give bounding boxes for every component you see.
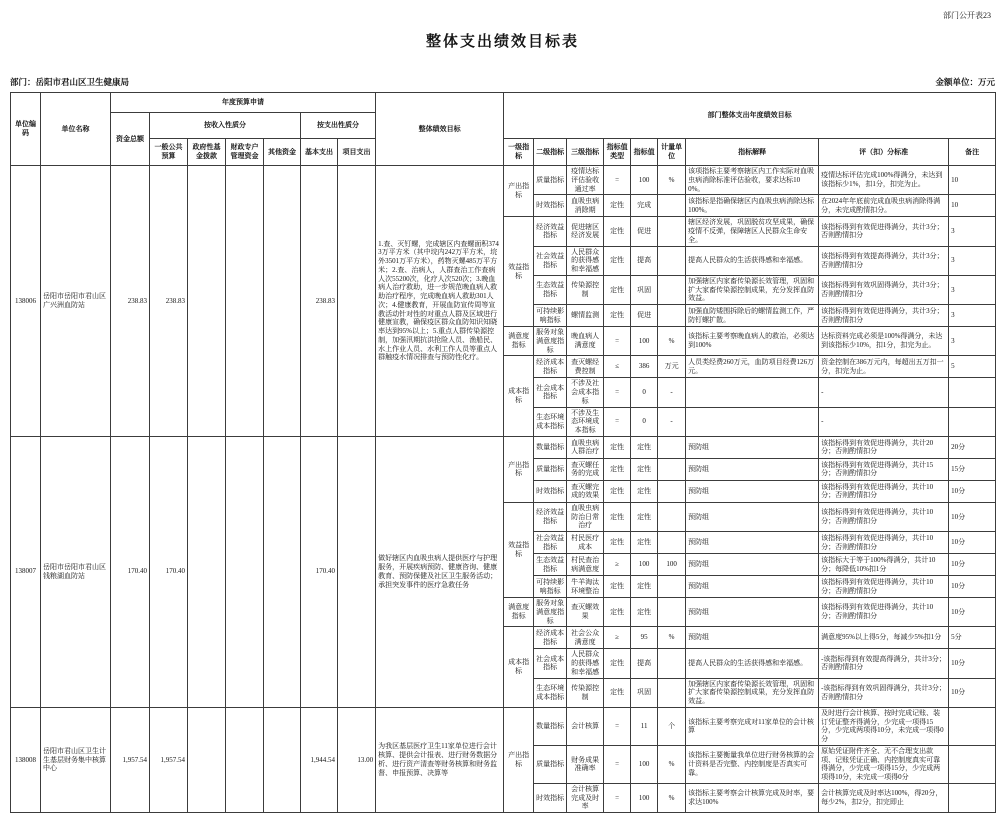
cell-value-type: 定性 [604,598,631,627]
cell-l3-indicator: 会计核算完成及时率 [567,783,604,812]
cell-score-standard: 达标资料完成必须是100%得满分，未达到该指标少10%，扣1分，扣完为止。 [819,327,949,356]
cell-measure-unit [658,305,686,327]
col-header-unit-code: 单位编码 [11,93,41,166]
performance-target-table [10,92,996,813]
cell-measure-unit: 万元 [658,356,686,378]
cell-indicator-value: 0 [631,378,658,407]
cell-indicator-value: 巩固 [631,678,658,707]
cell-indicator-explain [686,407,819,436]
cell-score-standard: 该指标大于等于100%得满分，共计10分；每降低10%扣1分 [819,554,949,576]
cell-indicator-value: 促进 [631,305,658,327]
col-header-unit-name: 单位名称 [41,93,111,166]
cell-indicator-value: 促进 [631,217,658,246]
cell-value-type: = [604,166,631,195]
col-header-overall-goal: 整体绩效目标 [376,93,504,166]
cell-measure-unit: 100 [658,554,686,576]
cell-value-type: = [604,745,631,783]
cell-l2-indicator: 数量指标 [534,436,567,458]
cell-indicator-explain: 预防组 [686,458,819,480]
cell-public-budget: 238.83 [150,166,188,437]
cell-l2-indicator: 质量指标 [534,458,567,480]
cell-measure-unit: - [658,407,686,436]
cell-value-type: = [604,783,631,812]
cell-note: 10 [949,195,996,217]
cell-measure-unit: 个 [658,707,686,745]
table-row [11,707,996,745]
cell-value-type: 定性 [604,532,631,554]
cell-indicator-value: 100 [631,327,658,356]
cell-l3-indicator: 不涉及生态环境成本指标 [567,407,604,436]
table-row [11,166,996,195]
table-row [11,436,996,458]
cell-note: 10分 [949,598,996,627]
col-header-explain: 指标解释 [686,139,819,166]
cell-value-type: 定性 [604,436,631,458]
doc-number-label: 部门公开表23 [943,11,991,20]
cell-indicator-explain: 预防组 [686,576,819,598]
cell-score-standard: 该指标得到有效巩固得满分，共计3分；否则酌情扣分 [819,275,949,304]
cell-indicator-value: 100 [631,783,658,812]
cell-note: 20分 [949,436,996,458]
cell-unit-name: 岳阳市君山区卫生计生基层财务集中核算中心 [41,707,111,812]
cell-l2-indicator: 质量指标 [534,166,567,195]
cell-note: 3 [949,327,996,356]
cell-measure-unit [658,480,686,502]
cell-l3-indicator: 传染源控制 [567,275,604,304]
cell-l1-indicator: 成本指标 [504,356,534,437]
cell-indicator-explain: 提高人民群众的生活获得感和幸福感。 [686,649,819,678]
cell-indicator-value: 定性 [631,436,658,458]
cell-value-type: = [604,327,631,356]
cell-indicator-explain: 提高人民群众的生活获得感和幸福感。 [686,246,819,275]
cell-measure-unit: % [658,627,686,649]
cell-measure-unit: % [658,783,686,812]
cell-total-funds: 238.83 [111,166,150,437]
cell-value-type: 定性 [604,649,631,678]
col-header-other-funds: 其他资金 [264,139,301,166]
department-label: 部门：岳阳市君山区卫生健康局 [10,77,130,87]
cell-measure-unit: - [658,378,686,407]
cell-indicator-explain: 该指标主要考察晚血病人的救治，必须达到100% [686,327,819,356]
amount-unit-label: 金额单位：万元 [935,77,995,87]
cell-value-type: = [604,378,631,407]
cell-score-standard: 该指标得到有效促进得满分，共计20分；否则酌情扣分 [819,436,949,458]
cell-value-type: 定性 [604,217,631,246]
cell-l1-indicator: 产出指标 [504,707,534,812]
cell-l1-indicator: 满意度指标 [504,327,534,356]
cell-l1-indicator: 产出指标 [504,166,534,217]
col-header-by-expense: 按支出性质分 [301,113,376,139]
cell-score-standard: 该指标得到有效促进得满分，共计10分；否则酌情扣分 [819,598,949,627]
col-header-l1: 一级指标 [504,139,534,166]
cell-unit-code: 138006 [11,166,41,437]
cell-score-standard: 满意度95%以上得5分，每减少5%扣1分 [819,627,949,649]
cell-score-standard: 该指标得到有效提高得满分，共计3分；否则酌情扣分 [819,246,949,275]
cell-total-funds: 170.40 [111,436,150,707]
cell-measure-unit [658,576,686,598]
cell-l3-indicator: 螺情监测 [567,305,604,327]
col-header-note: 备注 [949,139,996,166]
cell-value-type: ≥ [604,627,631,649]
cell-indicator-explain: 该项指标主要考察辖区内工作实际对血吸虫病消除标准评估验收，要求达标100%。 [686,166,819,195]
col-header-public-budget: 一般公共预算 [150,139,188,166]
cell-score-standard: 该指标得到有效促进得满分，共计3分；否则酌情扣分 [819,217,949,246]
cell-project-expense: 13.00 [338,707,376,812]
cell-l2-indicator: 质量指标 [534,745,567,783]
cell-l2-indicator: 生态效益指标 [534,554,567,576]
cell-score-standard: 资金控制在386万元内，每超出五万扣一分，扣完为止。 [819,356,949,378]
cell-govt-fund [188,436,226,707]
cell-note [949,707,996,745]
cell-value-type: 定性 [604,458,631,480]
meta-row [10,76,995,88]
cell-value-type: 定性 [604,305,631,327]
cell-note: 10分 [949,649,996,678]
cell-l1-indicator: 产出指标 [504,436,534,502]
cell-unit-name: 岳阳市岳阳市君山区广兴洲血防站 [41,166,111,437]
cell-value-type: ≤ [604,356,631,378]
cell-indicator-explain: 该指标主要考察会计核算完成及时率，要求达100% [686,783,819,812]
cell-fiscal-account [226,707,264,812]
cell-score-standard: 在2024年年底前完成血吸虫病消除得满分，未完成酌情扣分。 [819,195,949,217]
cell-l3-indicator: 晚血病人满意度 [567,327,604,356]
cell-indicator-explain: 人员类经费260万元，血防项目经费126万元。 [686,356,819,378]
cell-score-standard: 该指标得到有效促进得满分，共计15分；否则酌情扣分 [819,458,949,480]
cell-note: 3 [949,275,996,304]
cell-note: 5分 [949,627,996,649]
cell-other-funds [264,166,301,437]
cell-l1-indicator: 成本指标 [504,627,534,708]
col-header-govt-fund: 政府性基金拨款 [188,139,226,166]
cell-measure-unit [658,598,686,627]
cell-note: 10分 [949,502,996,531]
cell-value-type: = [604,707,631,745]
cell-measure-unit [658,502,686,531]
cell-l2-indicator: 生态环境成本指标 [534,407,567,436]
cell-indicator-value: 提高 [631,246,658,275]
cell-basic-expense: 238.83 [301,166,338,437]
cell-indicator-value: 定性 [631,502,658,531]
cell-l3-indicator: 人民群众的获得感和幸福感 [567,246,604,275]
cell-score-standard: 原始凭证附件齐全、无不合理支出款项、记账凭证正确、内控制度真实可靠得满分，少完成一项得15分，少完成两项得10分，未完成一项得0分 [819,745,949,783]
cell-indicator-explain: 加强辖区内家畜传染源长效管理，巩固和扩大家畜传染源控制成果，充分发挥血防效益。 [686,275,819,304]
cell-overall-goal: 为我区基层医疗卫生11家单位进行会计核算、提供会计报表、进行财务数据分析、进行资产清查等财务核算和财务监督、申报预算、决算等 [376,707,504,812]
col-header-fiscal-account: 财政专户管理资金 [226,139,264,166]
cell-indicator-explain: 预防组 [686,502,819,531]
cell-unit-name: 岳阳市岳阳市君山区钱粮湖血防站 [41,436,111,707]
col-header-value: 指标值 [631,139,658,166]
cell-indicator-value: 0 [631,407,658,436]
cell-note: 3 [949,217,996,246]
cell-score-standard: 及时进行会计核算、按时完成记账、装订凭证整齐得满分，少完成一项得15分，少完成两项得10分，未完成一项得0分 [819,707,949,745]
cell-l3-indicator: 会计核算 [567,707,604,745]
cell-l2-indicator: 服务对象满意度指标 [534,327,567,356]
cell-indicator-explain: 加强辖区内家畜传染源长效管理，巩固和扩大家畜传染源控制成果，充分发挥血防效益。 [686,678,819,707]
cell-indicator-value: 提高 [631,649,658,678]
cell-l3-indicator: 查灭螺效果 [567,598,604,627]
cell-measure-unit [658,436,686,458]
cell-l2-indicator: 时效指标 [534,195,567,217]
cell-l1-indicator: 满意度指标 [504,598,534,627]
cell-l2-indicator: 可持续影响指标 [534,305,567,327]
cell-indicator-value: 定性 [631,598,658,627]
cell-l3-indicator: 查灭螺经费控制 [567,356,604,378]
cell-indicator-explain: 预防组 [686,532,819,554]
col-header-l3: 三级指标 [567,139,604,166]
col-header-annual-budget: 年度预算申请 [111,93,376,113]
cell-l2-indicator: 社会效益指标 [534,532,567,554]
cell-measure-unit: % [658,745,686,783]
cell-l1-indicator: 效益指标 [504,217,534,327]
cell-other-funds [264,436,301,707]
cell-fiscal-account [226,166,264,437]
cell-measure-unit [658,458,686,480]
cell-indicator-explain: 预防组 [686,627,819,649]
cell-other-funds [264,707,301,812]
cell-overall-goal: 做好辖区内血吸虫病人提供医疗与护理服务，开展疾病预防、健康咨询、健康教育、预防保健及社区卫生服务活动；承担突发事件的医疗急救任务 [376,436,504,707]
cell-note: 10分 [949,554,996,576]
cell-indicator-explain: 预防组 [686,598,819,627]
col-header-score: 评（扣）分标准 [819,139,949,166]
cell-l3-indicator: 牛羊淘汰环境整治 [567,576,604,598]
cell-l2-indicator: 数量指标 [534,707,567,745]
cell-score-standard: 会计核算完成及时率达100%，得20分，每少2%，扣2分，扣完即止 [819,783,949,812]
col-header-basic-expense: 基本支出 [301,139,338,166]
page-title: 整体支出绩效目标表 [425,34,579,50]
cell-indicator-value: 11 [631,707,658,745]
cell-project-expense [338,166,376,437]
cell-l3-indicator: 人民群众的获得感和幸福感 [567,649,604,678]
cell-unit-code: 138007 [11,436,41,707]
col-header-total-funds: 资金总额 [111,113,150,166]
cell-l3-indicator: 村民查治病满意度 [567,554,604,576]
cell-indicator-explain: 该指标主要考察完成对11家单位的会计核算 [686,707,819,745]
cell-total-funds: 1,957.54 [111,707,150,812]
cell-l3-indicator: 传染源控制 [567,678,604,707]
cell-l1-indicator: 效益指标 [504,502,534,597]
cell-note: 15分 [949,458,996,480]
cell-indicator-explain: 该指标主要衡量我单位进行财务核算的会计资料是否完整、内控制度是否真实可靠。 [686,745,819,783]
cell-value-type: 定性 [604,480,631,502]
cell-l3-indicator: 血吸虫病防治日常治疗 [567,502,604,531]
col-header-l2: 二级指标 [534,139,567,166]
cell-l2-indicator: 生态环境成本指标 [534,678,567,707]
cell-value-type: 定性 [604,195,631,217]
cell-note: 5 [949,356,996,378]
cell-indicator-value: 定性 [631,458,658,480]
cell-l2-indicator: 时效指标 [534,480,567,502]
cell-measure-unit [658,275,686,304]
cell-score-standard: -该指标得到有效巩固得满分，共计3分；否则酌情扣分 [819,678,949,707]
cell-indicator-value: 386 [631,356,658,378]
cell-note: 10分 [949,678,996,707]
cell-indicator-explain: 预防组 [686,554,819,576]
cell-l3-indicator: 血吸虫病消除期 [567,195,604,217]
cell-l3-indicator: 查灭螺任务的完成 [567,458,604,480]
cell-l2-indicator: 生态效益指标 [534,275,567,304]
cell-l2-indicator: 经济成本指标 [534,356,567,378]
col-header-project-expense: 项目支出 [338,139,376,166]
cell-score-standard: 该指标得到有效促进得满分，共计10分；否则酌情扣分 [819,532,949,554]
cell-l2-indicator: 社会成本指标 [534,649,567,678]
cell-indicator-value: 巩固 [631,275,658,304]
cell-note: 10分 [949,532,996,554]
cell-indicator-explain: 预防组 [686,436,819,458]
cell-value-type: = [604,407,631,436]
cell-l3-indicator: 疫情达标评估验收通过率 [567,166,604,195]
cell-measure-unit [658,195,686,217]
cell-indicator-value: 100 [631,166,658,195]
cell-project-expense [338,436,376,707]
col-header-dept-annual-goal: 部门整体支出年度绩效目标 [504,93,996,139]
cell-score-standard: 该指标得到有效促进得满分，共计10分；否则酌情扣分 [819,502,949,531]
cell-note: 10分 [949,480,996,502]
cell-value-type: 定性 [604,502,631,531]
cell-basic-expense: 170.40 [301,436,338,707]
cell-note [949,745,996,783]
cell-value-type: 定性 [604,576,631,598]
cell-l2-indicator: 经济效益指标 [534,217,567,246]
cell-overall-goal: 1.查、灭钉螺，完成辖区内查螺面积3743万平方米（其中垸内242万平方米，垸外3501万平方米），药物灭螺485万平方米；2.查、治病人，人群查治工作查病人次55200次，化疗人次520次；3.晚血病人治疗救助，进一步规范晚血病人救助治疗程序，完成晚血病人救助301人次；4.健康教育，开展血防宣传周等宣教活动针对性的对重点人群及区域进行健康宣教，确保疫区群众血防知识知晓率达到95%以上；5.重点人群传染源控制，加强汛期抗洪抢险人员、渔船民、水上作业人员、水利工作人员等重点人群触疫水情况排查与预防性化疗。 [376,166,504,437]
cell-indicator-value: 95 [631,627,658,649]
cell-indicator-explain: 加强血防矮围拆除后的螺情监测工作，严防钉螺扩散。 [686,305,819,327]
cell-govt-fund [188,166,226,437]
cell-measure-unit [658,678,686,707]
cell-value-type: 定性 [604,246,631,275]
cell-unit-code: 138008 [11,707,41,812]
cell-note: 3 [949,246,996,275]
cell-note: 10分 [949,576,996,598]
cell-l2-indicator: 经济成本指标 [534,627,567,649]
col-header-by-income: 按收入性质分 [150,113,301,139]
cell-measure-unit [658,649,686,678]
cell-score-standard: -该指标得到有效提高得满分，共计3分；否则酌情扣分 [819,649,949,678]
cell-value-type: 定性 [604,275,631,304]
cell-l3-indicator: 财务成果准确率 [567,745,604,783]
cell-indicator-value: 完成 [631,195,658,217]
cell-score-standard: 疫情达标评估完成100%得满分，未达到该指标少1%，扣1分，扣完为止。 [819,166,949,195]
cell-note [949,378,996,407]
col-header-unit: 计量单位 [658,139,686,166]
cell-indicator-explain [686,378,819,407]
cell-indicator-value: 100 [631,554,658,576]
cell-measure-unit [658,246,686,275]
col-header-value-type: 指标值类型 [604,139,631,166]
cell-basic-expense: 1,944.54 [301,707,338,812]
cell-l3-indicator: 查灭螺完成的效果 [567,480,604,502]
cell-indicator-value: 100 [631,745,658,783]
cell-value-type: ≥ [604,554,631,576]
cell-l2-indicator: 可持续影响指标 [534,576,567,598]
cell-l2-indicator: 社会效益指标 [534,246,567,275]
cell-l2-indicator: 服务对象满意度指标 [534,598,567,627]
cell-indicator-value: 定性 [631,576,658,598]
cell-indicator-value: 定性 [631,532,658,554]
cell-note [949,407,996,436]
cell-public-budget: 170.40 [150,436,188,707]
cell-note: 10 [949,166,996,195]
cell-score-standard: - [819,407,949,436]
cell-score-standard: 该指标得到有效促进得满分，共计10分；否则酌情扣分 [819,576,949,598]
cell-l3-indicator: 社会公众满意度 [567,627,604,649]
cell-note: 3 [949,305,996,327]
cell-indicator-explain: 预防组 [686,480,819,502]
cell-measure-unit: % [658,327,686,356]
cell-indicator-explain: 辖区经济发展，巩固脱贫攻坚成果，确保疫情不反弹，保障辖区人民群众生命安全。 [686,217,819,246]
table-body [11,166,996,813]
cell-note [949,783,996,812]
cell-measure-unit [658,532,686,554]
cell-score-standard: 该指标得到有效促进得满分，共计3分；否则酌情扣分 [819,305,949,327]
cell-measure-unit: % [658,166,686,195]
cell-govt-fund [188,707,226,812]
cell-indicator-value: 定性 [631,480,658,502]
cell-l3-indicator: 促进辖区经济发展 [567,217,604,246]
cell-fiscal-account [226,436,264,707]
cell-score-standard: 该指标得到有效促进得满分，共计10分；否则酌情扣分 [819,480,949,502]
cell-score-standard: - [819,378,949,407]
cell-value-type: 定性 [604,678,631,707]
cell-measure-unit [658,217,686,246]
cell-l2-indicator: 社会成本指标 [534,378,567,407]
cell-l3-indicator: 村民医疗成本 [567,532,604,554]
cell-indicator-explain: 该指标是指确保辖区内血吸虫病消除达标100%。 [686,195,819,217]
cell-l3-indicator: 不涉及社会成本指标 [567,378,604,407]
cell-public-budget: 1,957.54 [150,707,188,812]
cell-l2-indicator: 时效指标 [534,783,567,812]
cell-l3-indicator: 血吸虫病人群治疗 [567,436,604,458]
cell-l2-indicator: 经济效益指标 [534,502,567,531]
